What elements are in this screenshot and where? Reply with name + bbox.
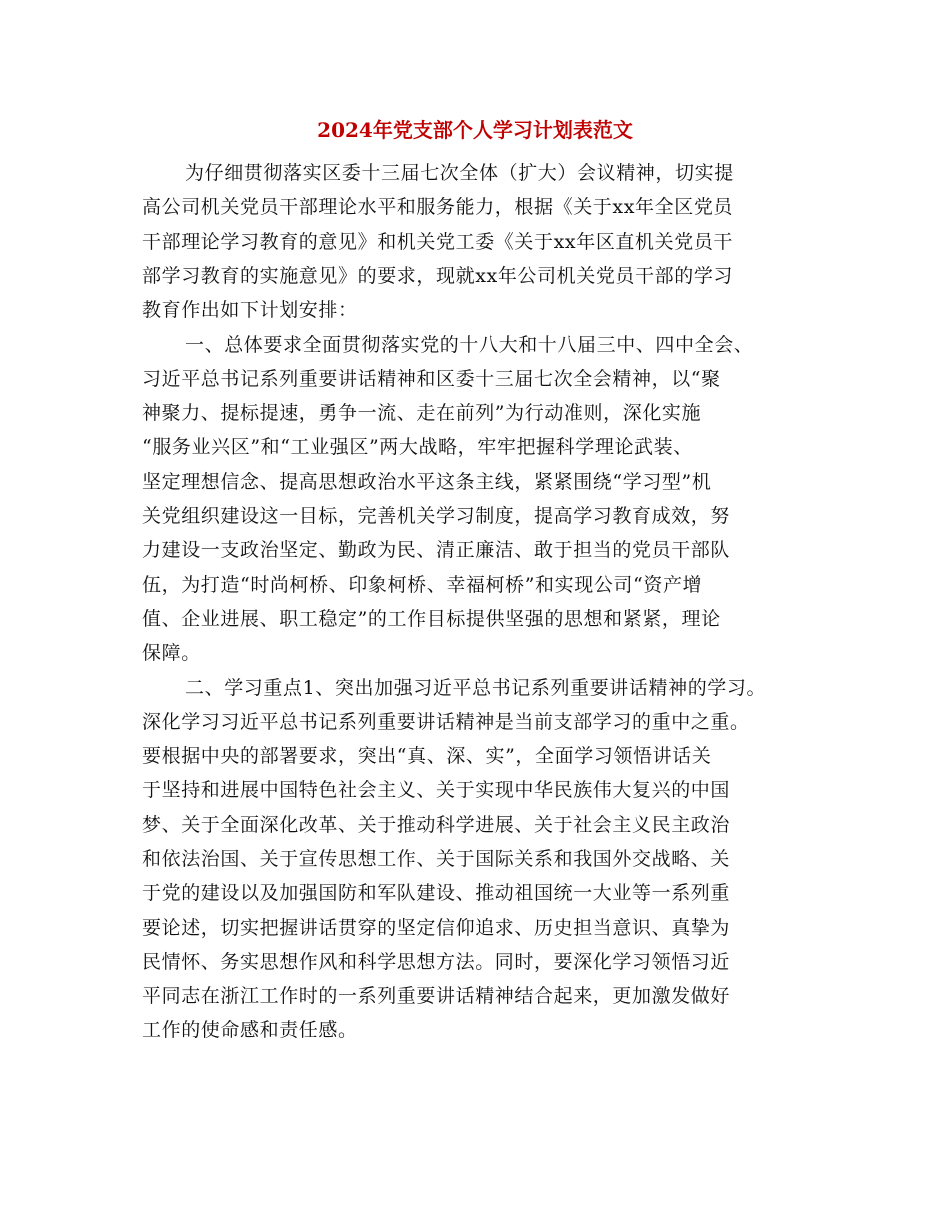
body-line: 于党的建设以及加强国防和军队建设、推动祖国统一大业等一系列重 [142,882,731,904]
body-line: 干部理论学习教育的意见》和机关党工委《关于xx年区直机关党员干 [142,231,734,253]
body-line: 高公司机关党员干部理论水平和服务能力，根据《关于xx年全区党员 [142,196,734,218]
body-line: 为仔细贯彻落实区委十三届七次全体（扩大）会议精神，切实提 [185,162,734,184]
body-line: 于坚持和进展中国特色社会主义、关于实现中华民族伟大复兴的中国 [142,779,731,801]
body-line: 要论述，切实把握讲话贯穿的坚定信仰追求、历史担当意识、真挚为 [142,917,731,939]
body-line: 坚定理想信念、提高思想政治水平这条主线，紧紧围绕“学习型”机 [142,471,712,493]
document-title: 2024年党支部个人学习计划表范文 [317,118,633,142]
body-line: 和依法治国、关于宣传思想工作、关于国际关系和我国外交战略、关 [142,848,731,870]
body-line: 民情怀、务实思想作风和科学思想方法。同时，要深化学习领悟习近 [142,951,731,973]
body-line: 教育作出如下计划安排： [142,299,358,321]
body-line: 值、企业进展、职工稳定”的工作目标提供坚强的思想和紧紧，理论 [142,608,721,630]
body-line: 梦、关于全面深化改革、关于推动科学进展、关于社会主义民主政治 [142,814,731,836]
body-line: 一、总体要求全面贯彻落实党的十八大和十八届三中、四中全会、 [185,334,754,356]
body-line: 二、学习重点1、突出加强习近平总书记系列重要讲话精神的学习。 [185,677,767,699]
body-line: 保障。 [142,642,201,664]
body-line: 伍，为打造“时尚柯桥、印象柯桥、幸福柯桥”和实现公司“资产增 [142,574,703,596]
body-line: 习近平总书记系列重要讲话精神和区委十三届七次全会精神，以“聚 [142,368,721,390]
body-line: 平同志在浙江工作时的一系列重要讲话精神结合起来，更加激发做好 [142,985,731,1007]
body-line: “服务业兴区”和“工业强区”两大战略，牢牢把握科学理论武装、 [142,436,693,458]
body-line: 力建设一支政治坚定、勤政为民、清正廉洁、敢于担当的党员干部队 [142,539,731,561]
body-line: 工作的使命感和责任感。 [142,1019,358,1041]
body-line: 部学习教育的实施意见》的要求，现就xx年公司机关党员干部的学习 [142,265,734,287]
body-line: 深化学习习近平总书记系列重要讲话精神是当前支部学习的重中之重。 [142,711,750,733]
body-line: 神聚力、提标提速，勇争一流、走在前列”为行动准则，深化实施 [142,402,702,424]
body-line: 要根据中央的部署要求，突出“真、深、实”，全面学习领悟讲话关 [142,745,712,767]
body-line: 关党组织建设这一目标，完善机关学习制度，提高学习教育成效，努 [142,505,731,527]
